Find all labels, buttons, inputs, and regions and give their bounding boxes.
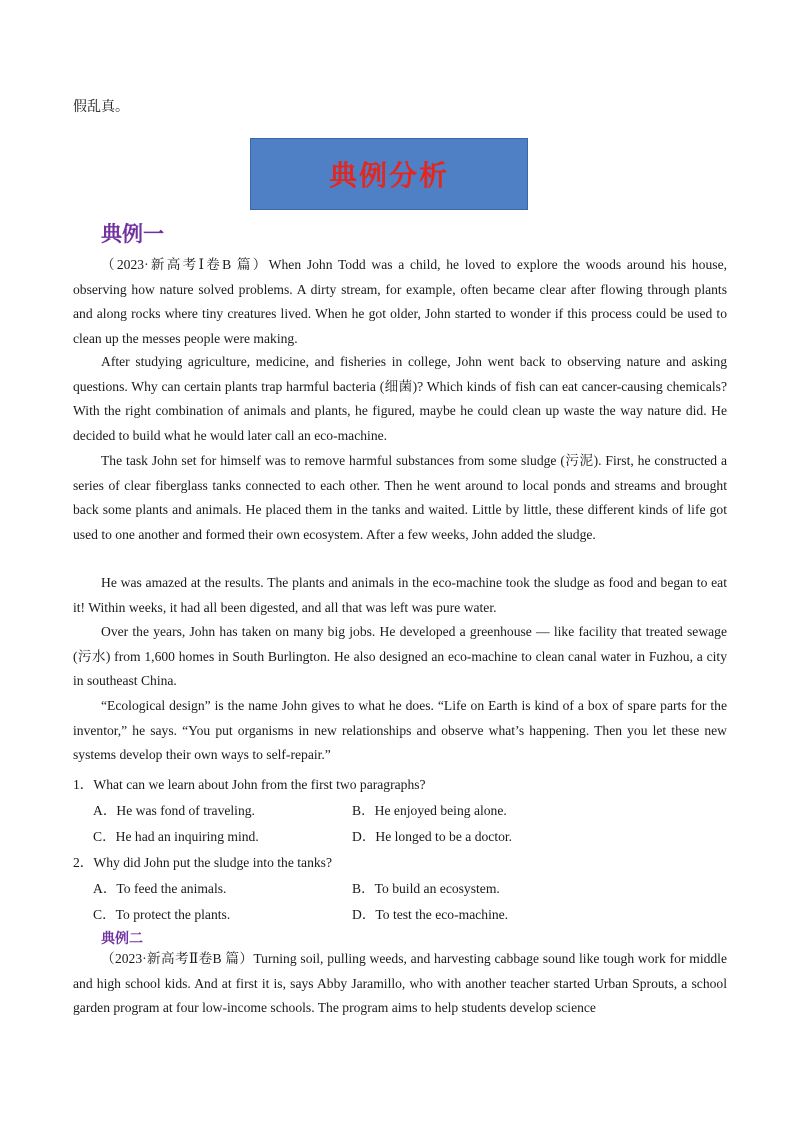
question-2-option-a[interactable]: A．To feed the animals. [93, 881, 227, 896]
question-1-option-a[interactable]: A．He was fond of traveling. [93, 803, 255, 818]
example1-paragraph-3: The task John set for himself was to remove harmful substances from some sludge (污泥). First, he constructed a series of clear fiberglass tanks connected to each other. Then he went around to local ponds and streams and brought back some plants and animals. He placed them in the tanks and waited. Little by little, these different kinds of life got used to one another and formed their own ecosystem. After a few weeks, John added the sludge. [73, 453, 727, 542]
example1-paragraph-5: Over the years, John has taken on many big jobs. He developed a greenhouse — like facility that treated sewage (污水) from 1,600 homes in South Burlington. He also designed an eco-machine to clean canal water in Fuzhou, a city in southeast China. [73, 624, 727, 689]
question-2-option-b[interactable]: B．To build an ecosystem. [352, 881, 500, 896]
example1-paragraph-6: “Ecological design” is the name John gives to what he does. “Life on Earth is kind of a box of spare parts for the inventor,” he says. “You put organisms in new relationships and observe what’s happening. Then you let these new systems develop their own ways to self-repair.” [73, 698, 727, 763]
example1-paragraph-4: He was amazed at the results. The plants and animals in the eco-machine took the sludge as food and began to eat it! Within weeks, it had all been digested, and all that was left was pure water. [73, 575, 727, 615]
banner-title: 典例分析 [328, 159, 449, 192]
question-1-option-c[interactable]: C．He had an inquiring mind. [93, 829, 259, 844]
example1-paragraph-2: After studying agriculture, medicine, and fisheries in college, John went back to observing nature and asking questions. Why can certain plants trap harmful bacteria (细菌)? Which kinds of fish can eat cancer-causing chemicals? With the right combination of animals and plants, he figured, maybe he could clean up waste the way nature did. He decided to build what he would later call an eco-machine. [73, 354, 727, 443]
section-banner [250, 138, 528, 210]
question-1-stem: 1．What can we learn about John from the first two paragraphs? [73, 777, 426, 792]
example2-heading: 典例二 [101, 931, 143, 947]
example1-heading: 典例一 [101, 222, 164, 246]
example2-paragraph-1: （2023·新高考Ⅱ卷B 篇）Turning soil, pulling weeds, and harvesting cabbage sound like tough work for middle and high school kids. And at first it is, says Abby Jaramillo, who with another teacher started Urban Sprouts, a school garden program at four low-income schools. The program aims to help students develop science [73, 951, 727, 1016]
question-1-option-b[interactable]: B．He enjoyed being alone. [352, 803, 507, 818]
example1-paragraph-1: （2023·新高考Ⅰ卷B 篇）When John Todd was a child, he loved to explore the woods around his house, observing how nature solved problems. A dirty stream, for example, often became clear after flowing through plants and along rocks where tiny creatures lived. When he got older, John started to wonder if this process could be used to clean up the messes people were making. [73, 257, 727, 346]
continued-text: 假乱真。 [73, 100, 129, 115]
question-2-option-d[interactable]: D．To test the eco-machine. [352, 907, 509, 922]
question-1-option-d[interactable]: D．He longed to be a doctor. [352, 829, 513, 844]
question-2-stem: 2．Why did John put the sludge into the tanks? [73, 855, 333, 870]
question-2-option-c[interactable]: C．To protect the plants. [93, 907, 231, 922]
